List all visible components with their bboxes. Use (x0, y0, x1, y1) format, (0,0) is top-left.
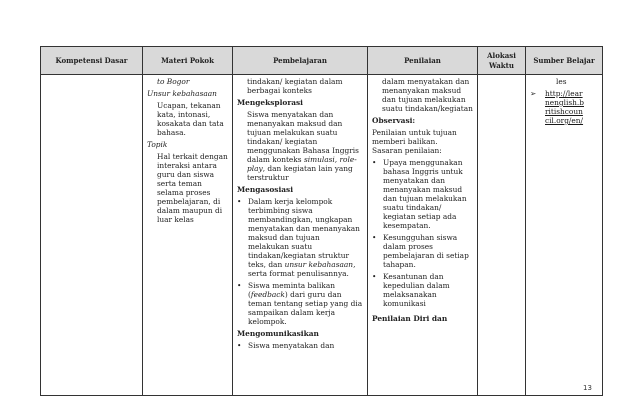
materi-topik-label: Topik (147, 140, 168, 149)
materi-topik-text: Hal terkait dengan interaksi antara guru dan siswa serta teman selama proses pembelajaran, di dalam maupun di luar kelas (157, 152, 228, 224)
link-britishcouncil[interactable]: http://lear nenglish.b ritishcoun cil.org/en/ (545, 89, 584, 125)
list-item: • Upaya menggunakan bahasa Inggris untuk menyatakan dan menanyakan maksud dan tujuan melakukan suatu tindakan/ kegiatan setiap ada kesempatan. (372, 158, 467, 230)
list-item (530, 89, 598, 125)
cell-penilaian (368, 75, 478, 396)
header-sumber-belajar: Sumber Belajar (526, 47, 603, 75)
bullet-icon: • (372, 272, 377, 281)
table-header-row (41, 47, 603, 75)
heading-mengasosiasi: Mengasosiasi (237, 185, 294, 194)
cell-sumber-belajar (526, 75, 603, 396)
cell-pembelajaran (233, 75, 368, 396)
syllabus-table (40, 46, 603, 396)
header-penilaian: Penilaian (368, 47, 478, 75)
materi-unsur-text: Ucapan, tekanan kata, intonasi, kosakata dan tata bahasa. (157, 101, 224, 137)
bullet-icon: • (372, 233, 377, 242)
penilaian-top-text: dalam menyatakan dan menanyakan maksud dan tujuan melakukan suatu tindakan/kegiatan (382, 77, 473, 113)
table-row (41, 75, 603, 396)
materi-unsur-label: Unsur kebahasaan (147, 89, 217, 98)
arrow-bullet-icon: ➢ (530, 89, 537, 98)
list-item: • Siswa menyatakan dan (237, 341, 335, 350)
heading-penilaian-diri: Penilaian Diri dan (372, 314, 448, 323)
bullet-icon: • (237, 197, 242, 206)
header-pembelajaran: Pembelajaran (233, 47, 368, 75)
list-item: • Kesungguhan siswa dalam proses pembelajaran di setiap tahapan. (372, 233, 469, 269)
list-item: • Dalam kerja kelompok terbimbing siswa membandingkan, ungkapan menyatakan dan menanyakan maksud dan tujuan melakukan suatu tindakan/kegiatan struktur teks, dan unsur kebahasaan, serta format penulisannya. (237, 197, 360, 278)
materi-top-line: to Bogor (157, 77, 190, 86)
bullet-icon: • (237, 281, 242, 290)
pembelajaran-top-text: tindakan/ kegiatan dalam berbagai konteks (247, 77, 343, 95)
heading-mengomunikasikan: Mengomunikasikan (237, 329, 319, 338)
header-materi-pokok: Materi Pokok (143, 47, 233, 75)
heading-observasi: Observasi: (372, 116, 416, 125)
list-item: • Siswa meminta balikan (feedback) dari guru dan teman tentang setiap yang dia sampaikan dalam kerja kelompok. (237, 281, 363, 326)
cell-materi-pokok (143, 75, 233, 396)
list-item: • Kesantunan dan kepedulian dalam melaksanakan komunikasi (372, 272, 450, 308)
sasaran-text: Sasaran penilaian: (372, 146, 442, 155)
page-number: 13 (583, 384, 592, 392)
header-alokasi-waktu: Alokasi Waktu (478, 47, 526, 75)
bullet-icon: • (372, 158, 377, 167)
header-kompetensi-dasar: Kompetensi Dasar (41, 47, 143, 75)
bullet-icon: • (237, 341, 242, 350)
observasi-text: Penilaian untuk tujuan memberi balikan. (372, 128, 457, 146)
sumber-top-text: les (556, 77, 567, 86)
eksplorasi-paragraph: Siswa menyatakan dan menanyakan maksud dan tujuan melakukan suatu tindakan/ kegiatan menggunakan Bahasa Inggris dalam konteks simulasi, role-play, dan kegiatan lain yang terstruktur (247, 110, 359, 182)
cell-alokasi-waktu (478, 75, 526, 396)
heading-mengeksplorasi: Mengeksplorasi (237, 98, 303, 107)
cell-kompetensi-dasar (41, 75, 143, 396)
